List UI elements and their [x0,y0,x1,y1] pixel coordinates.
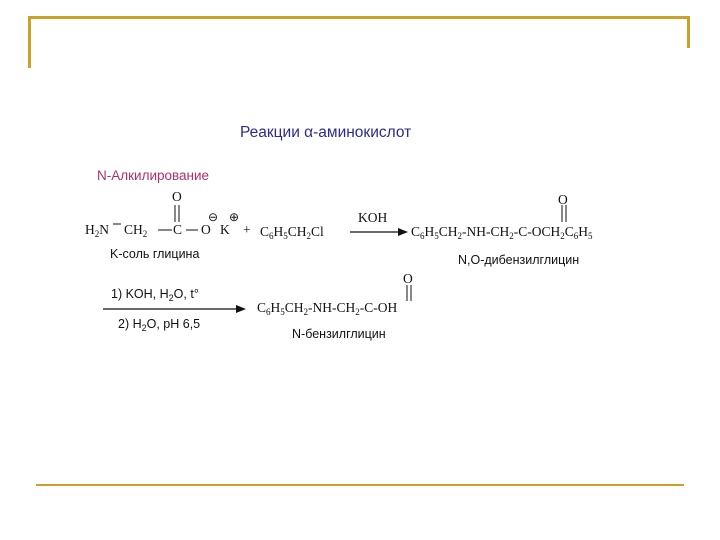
reaction1-arrow-label: KOH [358,210,388,225]
product1-label: N,O-дибензилглицин [458,253,580,267]
glycine-salt-label: K-соль глицина [110,247,200,261]
reaction1-plus-sign: + [243,222,251,237]
product2-formula: $C_6H_5CH_2-NH-CH_2-C-OH$ [257,300,398,317]
product1-carbonyl-oxygen: O [558,192,568,207]
plus-charge-icon: ⊕ [229,210,240,224]
potassium-ion: K [220,222,230,237]
glycine-ch2: $CH_2$ [124,222,148,239]
glycine-amine: $H_2N$ [85,222,109,239]
section-subtitle: N-Алкилирование [97,168,210,183]
slide-title: Реакции α-аминокислот [240,124,412,141]
reaction1-arrow-head [398,228,408,236]
glycine-carbon: C [173,222,183,237]
reaction2-step1: 1) KOH, $H_2O$, t° [111,287,199,303]
reaction2-step2: 2) $H_2O$, pH 6,5 [118,317,201,333]
benzyl-chloride: $C_6H_5CH_2Cl$ [260,224,324,241]
glycine-carbonyl-oxygen: O [172,189,182,204]
glycine-oxygen: O [201,222,211,237]
product2-carbonyl-oxygen: O [403,271,413,286]
reaction2-arrow-head [236,305,246,313]
product2-label: N-бензилглицин [292,327,386,341]
product1-formula: $C_6H_5CH_2-NH-CH_2-C-OCH_2C_6H_5$ [411,224,593,241]
minus-charge-icon: ⊖ [208,210,219,224]
